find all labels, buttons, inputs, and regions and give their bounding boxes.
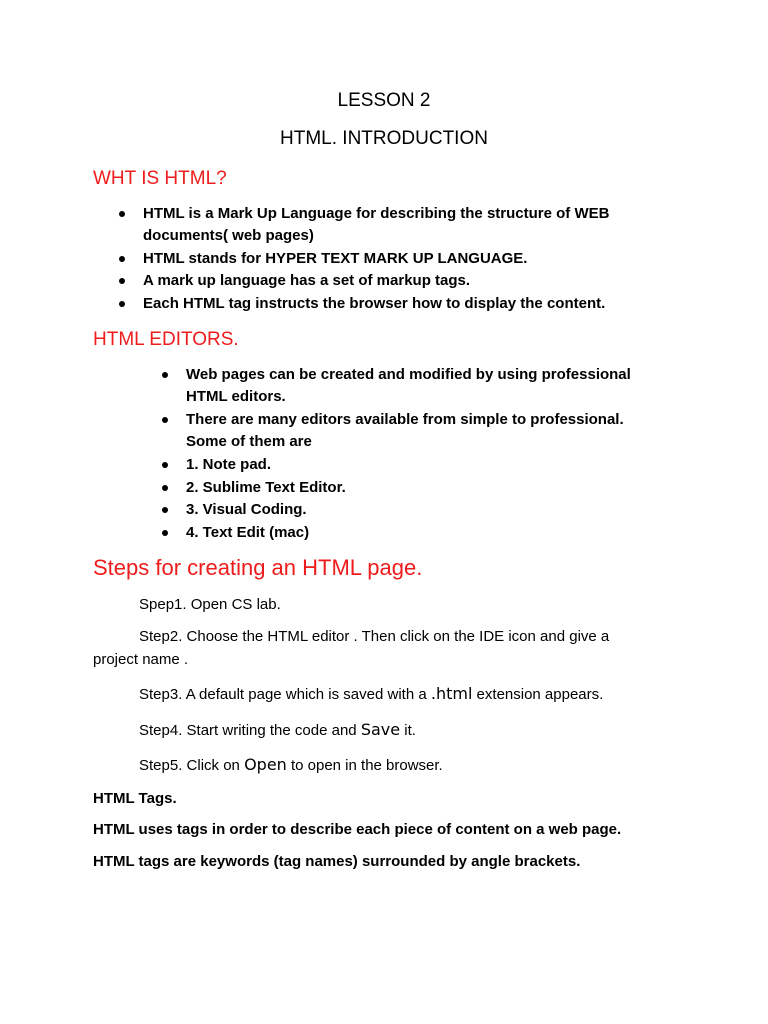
list-item: 4. Text Edit (mac): [186, 524, 310, 541]
step-3-text: Step3. A default page which is saved with a: [139, 686, 431, 703]
step-1-text: Spep1. Open CS lab.: [139, 596, 281, 613]
step-4: [139, 719, 416, 742]
html-tags-line-1: HTML uses tags in order to describe each piece of content on a web page.: [93, 821, 622, 838]
section-heading-what-is-html: WHT IS HTML?: [93, 168, 227, 189]
save-text: Save: [360, 720, 401, 739]
bullet-icon: [119, 278, 125, 284]
step-2-line-1: Step2. Choose the HTML editor . Then click on the IDE icon and give a: [139, 628, 610, 645]
list-item: 3. Visual Coding.: [186, 501, 307, 518]
list-item: HTML stands for HYPER TEXT MARK UP LANGUAGE.: [143, 250, 528, 267]
step-4-text-end: it.: [400, 722, 416, 739]
list-item: There are many editors available from simple to professional.: [186, 411, 624, 428]
step-5: [139, 754, 443, 777]
bullet-icon: [119, 211, 125, 217]
list-item: HTML is a Mark Up Language for describing the structure of WEB: [143, 205, 610, 222]
list-item: 1. Note pad.: [186, 456, 272, 473]
section-heading-html-editors: HTML EDITORS.: [93, 329, 239, 350]
bullet-icon: [162, 417, 168, 423]
step-5-text: Step5. Click on: [139, 757, 245, 774]
list-item-continuation: documents( web pages): [143, 227, 314, 244]
list-item: 2. Sublime Text Editor.: [186, 479, 346, 496]
bullet-icon: [162, 372, 168, 378]
bullet-icon: [162, 530, 168, 536]
html-tags-line-2: HTML tags are keywords (tag names) surrounded by angle brackets.: [93, 853, 581, 870]
lesson-label: LESSON 2: [337, 90, 431, 111]
list-item: Each HTML tag instructs the browser how to display the content.: [143, 295, 606, 312]
list-item: A mark up language has a set of markup tags.: [143, 272, 471, 289]
page-title: HTML. INTRODUCTION: [280, 128, 488, 149]
list-item-continuation: HTML editors.: [186, 388, 286, 405]
bullet-icon: [162, 462, 168, 468]
step-4-text: Step4. Start writing the code and: [139, 722, 361, 739]
step-2-line-2: project name .: [93, 651, 189, 668]
open-text: Open: [244, 755, 287, 774]
step-1: [139, 594, 281, 616]
bullet-icon: [162, 507, 168, 513]
bullet-icon: [162, 485, 168, 491]
step-5-text-end: to open in the browser.: [286, 757, 443, 774]
bullet-icon: [119, 256, 125, 262]
html-extension-text: .html: [430, 684, 473, 703]
step-3: [139, 683, 603, 706]
section-heading-steps: Steps for creating an HTML page.: [93, 555, 423, 580]
bullet-icon: [119, 301, 125, 307]
list-item: Web pages can be created and modified by using professional: [186, 366, 631, 383]
html-tags-heading: HTML Tags.: [93, 790, 177, 807]
list-item-continuation: Some of them are: [186, 433, 312, 450]
step-3-text-end: extension appears.: [472, 686, 604, 703]
